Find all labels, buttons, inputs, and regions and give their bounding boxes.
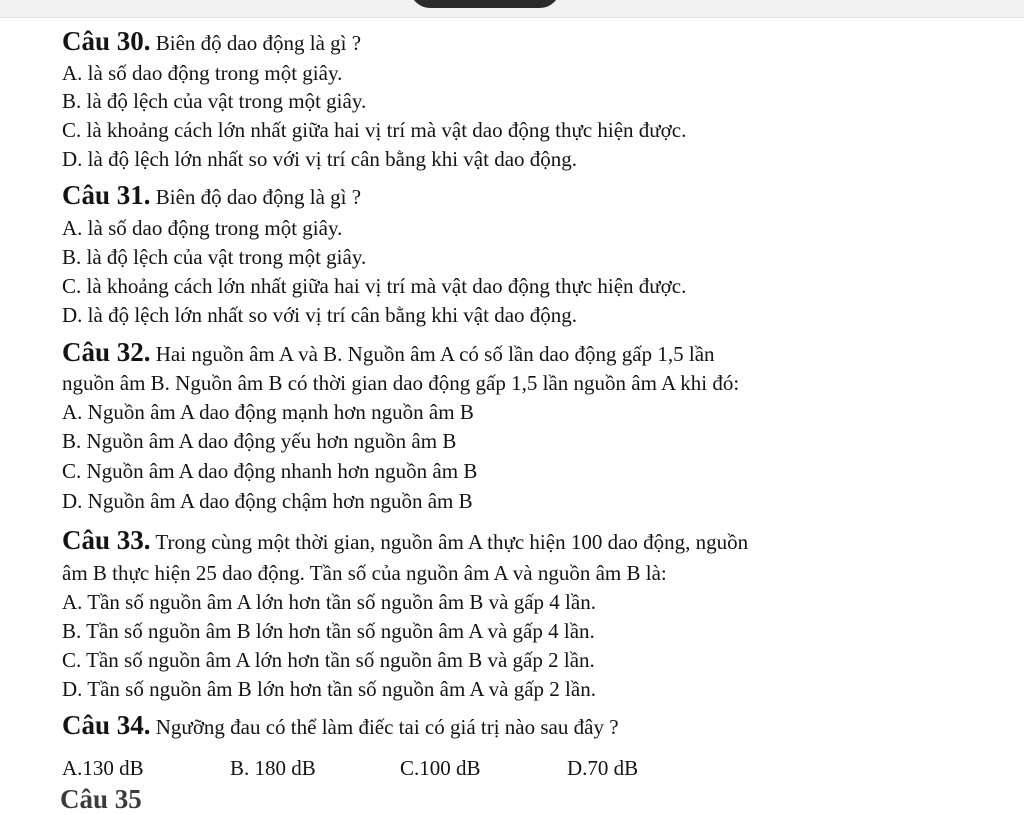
question-31-option-a: A. là số dao động trong một giây. (62, 216, 343, 240)
question-32-option-d: D. Nguồn âm A dao động chậm hơn nguồn âm B (62, 489, 473, 513)
question-34-text: Ngưỡng đau có thể làm điếc tai có giá trị nào sau đây ? (155, 715, 619, 739)
question-33-text-continued: âm B thực hiện 25 dao động. Tần số của nguồn âm A và nguồn âm B là: (62, 561, 667, 585)
question-34-option-c: C.100 dB (400, 756, 481, 780)
question-33-option-a: A. Tần số nguồn âm A lớn hơn tần số nguồn âm B và gấp 4 lần. (62, 590, 596, 614)
question-32-heading (62, 339, 715, 367)
question-30-heading (62, 28, 361, 56)
question-31-option-d: D. là độ lệch lớn nhất so với vị trí cân bằng khi vật dao động. (62, 303, 578, 327)
question-30-option-a: A. là số dao động trong một giây. (62, 61, 343, 85)
question-34-option-a: A.130 dB (62, 756, 144, 780)
question-30-text: Biên độ dao động là gì ? (155, 31, 362, 55)
question-30-option-b: B. là độ lệch của vật trong một giây. (62, 89, 367, 113)
question-34-label: Câu 34. (62, 710, 151, 740)
question-30-option-d: D. là độ lệch lớn nhất so với vị trí cân bằng khi vật dao động. (62, 147, 578, 171)
question-33-heading (62, 527, 748, 555)
question-34-option-d: D.70 dB (567, 756, 639, 780)
question-33-text: Trong cùng một thời gian, nguồn âm A thực hiện 100 dao động, nguồn (155, 530, 749, 554)
question-35-cut-off-label: Câu 35 (60, 784, 142, 814)
question-34-heading (62, 712, 619, 740)
question-31-label: Câu 31. (62, 180, 151, 210)
question-31-option-b: B. là độ lệch của vật trong một giây. (62, 245, 367, 269)
question-32-option-a: A. Nguồn âm A dao động mạnh hơn nguồn âm B (62, 400, 474, 424)
question-32-option-b: B. Nguồn âm A dao động yếu hơn nguồn âm B (62, 429, 457, 453)
question-31-heading (62, 182, 361, 210)
question-33-option-c: C. Tần số nguồn âm A lớn hơn tần số nguồn âm B và gấp 2 lần. (62, 648, 595, 672)
question-32-text-continued: nguồn âm B. Nguồn âm B có thời gian dao động gấp 1,5 lần nguồn âm A khi đó: (62, 371, 740, 395)
question-31-text: Biên độ dao động là gì ? (155, 185, 362, 209)
question-32-text: Hai nguồn âm A và B. Nguồn âm A có số lần dao động gấp 1,5 lần (155, 342, 715, 366)
question-33-label: Câu 33. (62, 525, 151, 555)
question-31-option-c: C. là khoảng cách lớn nhất giữa hai vị trí mà vật dao động thực hiện được. (62, 274, 687, 298)
question-33-option-b: B. Tần số nguồn âm B lớn hơn tần số nguồn âm A và gấp 4 lần. (62, 619, 595, 643)
question-30-label: Câu 30. (62, 26, 151, 56)
question-32-option-c: C. Nguồn âm A dao động nhanh hơn nguồn âm B (62, 459, 478, 483)
question-33-option-d: D. Tần số nguồn âm B lớn hơn tần số nguồn âm A và gấp 2 lần. (62, 677, 596, 701)
question-32-label: Câu 32. (62, 337, 151, 367)
question-30-option-c: C. là khoảng cách lớn nhất giữa hai vị trí mà vật dao động thực hiện được. (62, 118, 687, 142)
question-34-option-b: B. 180 dB (230, 756, 316, 780)
